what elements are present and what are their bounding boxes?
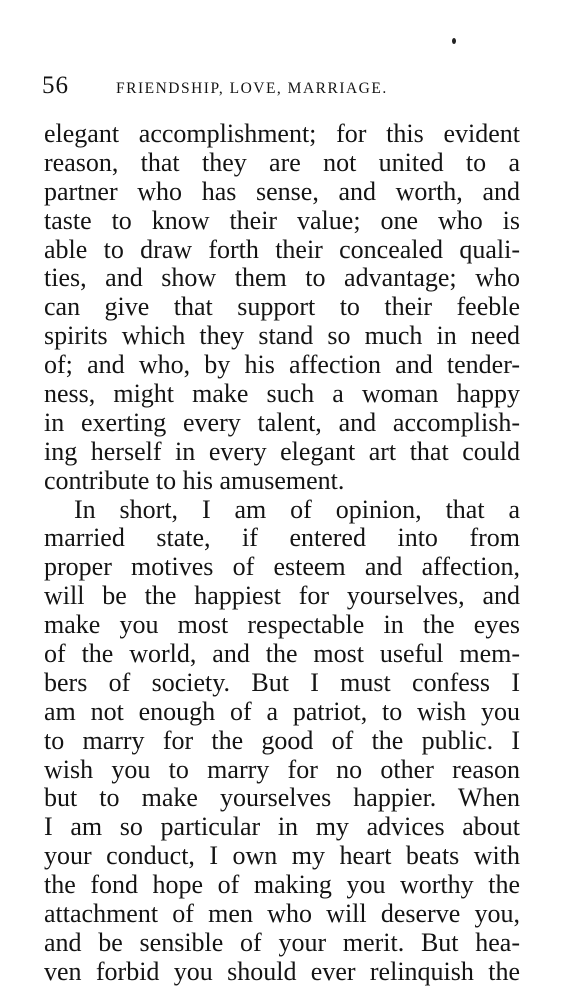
paragraph (44, 496, 520, 987)
text-line: will be the happiest for yourselves, and (44, 582, 520, 611)
text-line: and be sensible of your merit. But hea- (44, 928, 520, 957)
text-line: of the world, and the most useful mem- (44, 640, 520, 669)
text-line: ness, might make such a woman happy (44, 380, 520, 409)
text-line: elegant accomplishment; for this evident (44, 120, 520, 148)
text-line: wish you to marry for no other reason (44, 755, 520, 784)
page-number: 56 (42, 72, 69, 99)
text-line: ven forbid you should ever relinquish the (44, 957, 520, 986)
text-line: but to make yourselves happier. When (44, 784, 520, 813)
body-text (44, 120, 520, 987)
text-line: I am so particular in my advices about (44, 813, 520, 842)
text-line: your conduct, I own my heart beats with (44, 842, 520, 871)
text-line: am not enough of a patriot, to wish you (44, 697, 520, 726)
text-line: ties, and show them to advantage; who (44, 264, 520, 293)
text-line: married state, if entered into from (44, 524, 520, 553)
text-line: partner who has sense, and worth, and (44, 177, 520, 206)
text-line: taste to know their value; one who is (44, 206, 520, 235)
text-line: proper motives of esteem and affection, (44, 553, 520, 582)
text-line: attachment of men who will deserve you, (44, 900, 520, 929)
text-line: bers of society. But I must confess I (44, 668, 520, 697)
text-line: In short, I am of opinion, that a (74, 495, 520, 524)
running-head: FRIENDSHIP, LOVE, MARRIAGE. (116, 80, 388, 97)
text-line: reason, that they are not united to a (44, 148, 520, 177)
text-line: of; and who, by his affection and tender- (44, 351, 520, 380)
text-line: ing herself in every elegant art that could (44, 437, 520, 466)
text-line: can give that support to their feeble (44, 293, 520, 322)
page-header (42, 72, 522, 106)
text-line: spirits which they stand so much in need (44, 322, 520, 351)
text-line: in exerting every talent, and accomplish- (44, 408, 520, 437)
text-line: able to draw forth their concealed quali- (44, 235, 520, 264)
paragraph (44, 120, 520, 496)
text-line: the fond hope of making you worthy the (44, 871, 520, 900)
text-line: contribute to his amusement. (44, 466, 345, 495)
text-line: to marry for the good of the public. I (44, 726, 520, 755)
text-line: make you most respectable in the eyes (44, 611, 520, 640)
ink-speck (452, 38, 456, 44)
